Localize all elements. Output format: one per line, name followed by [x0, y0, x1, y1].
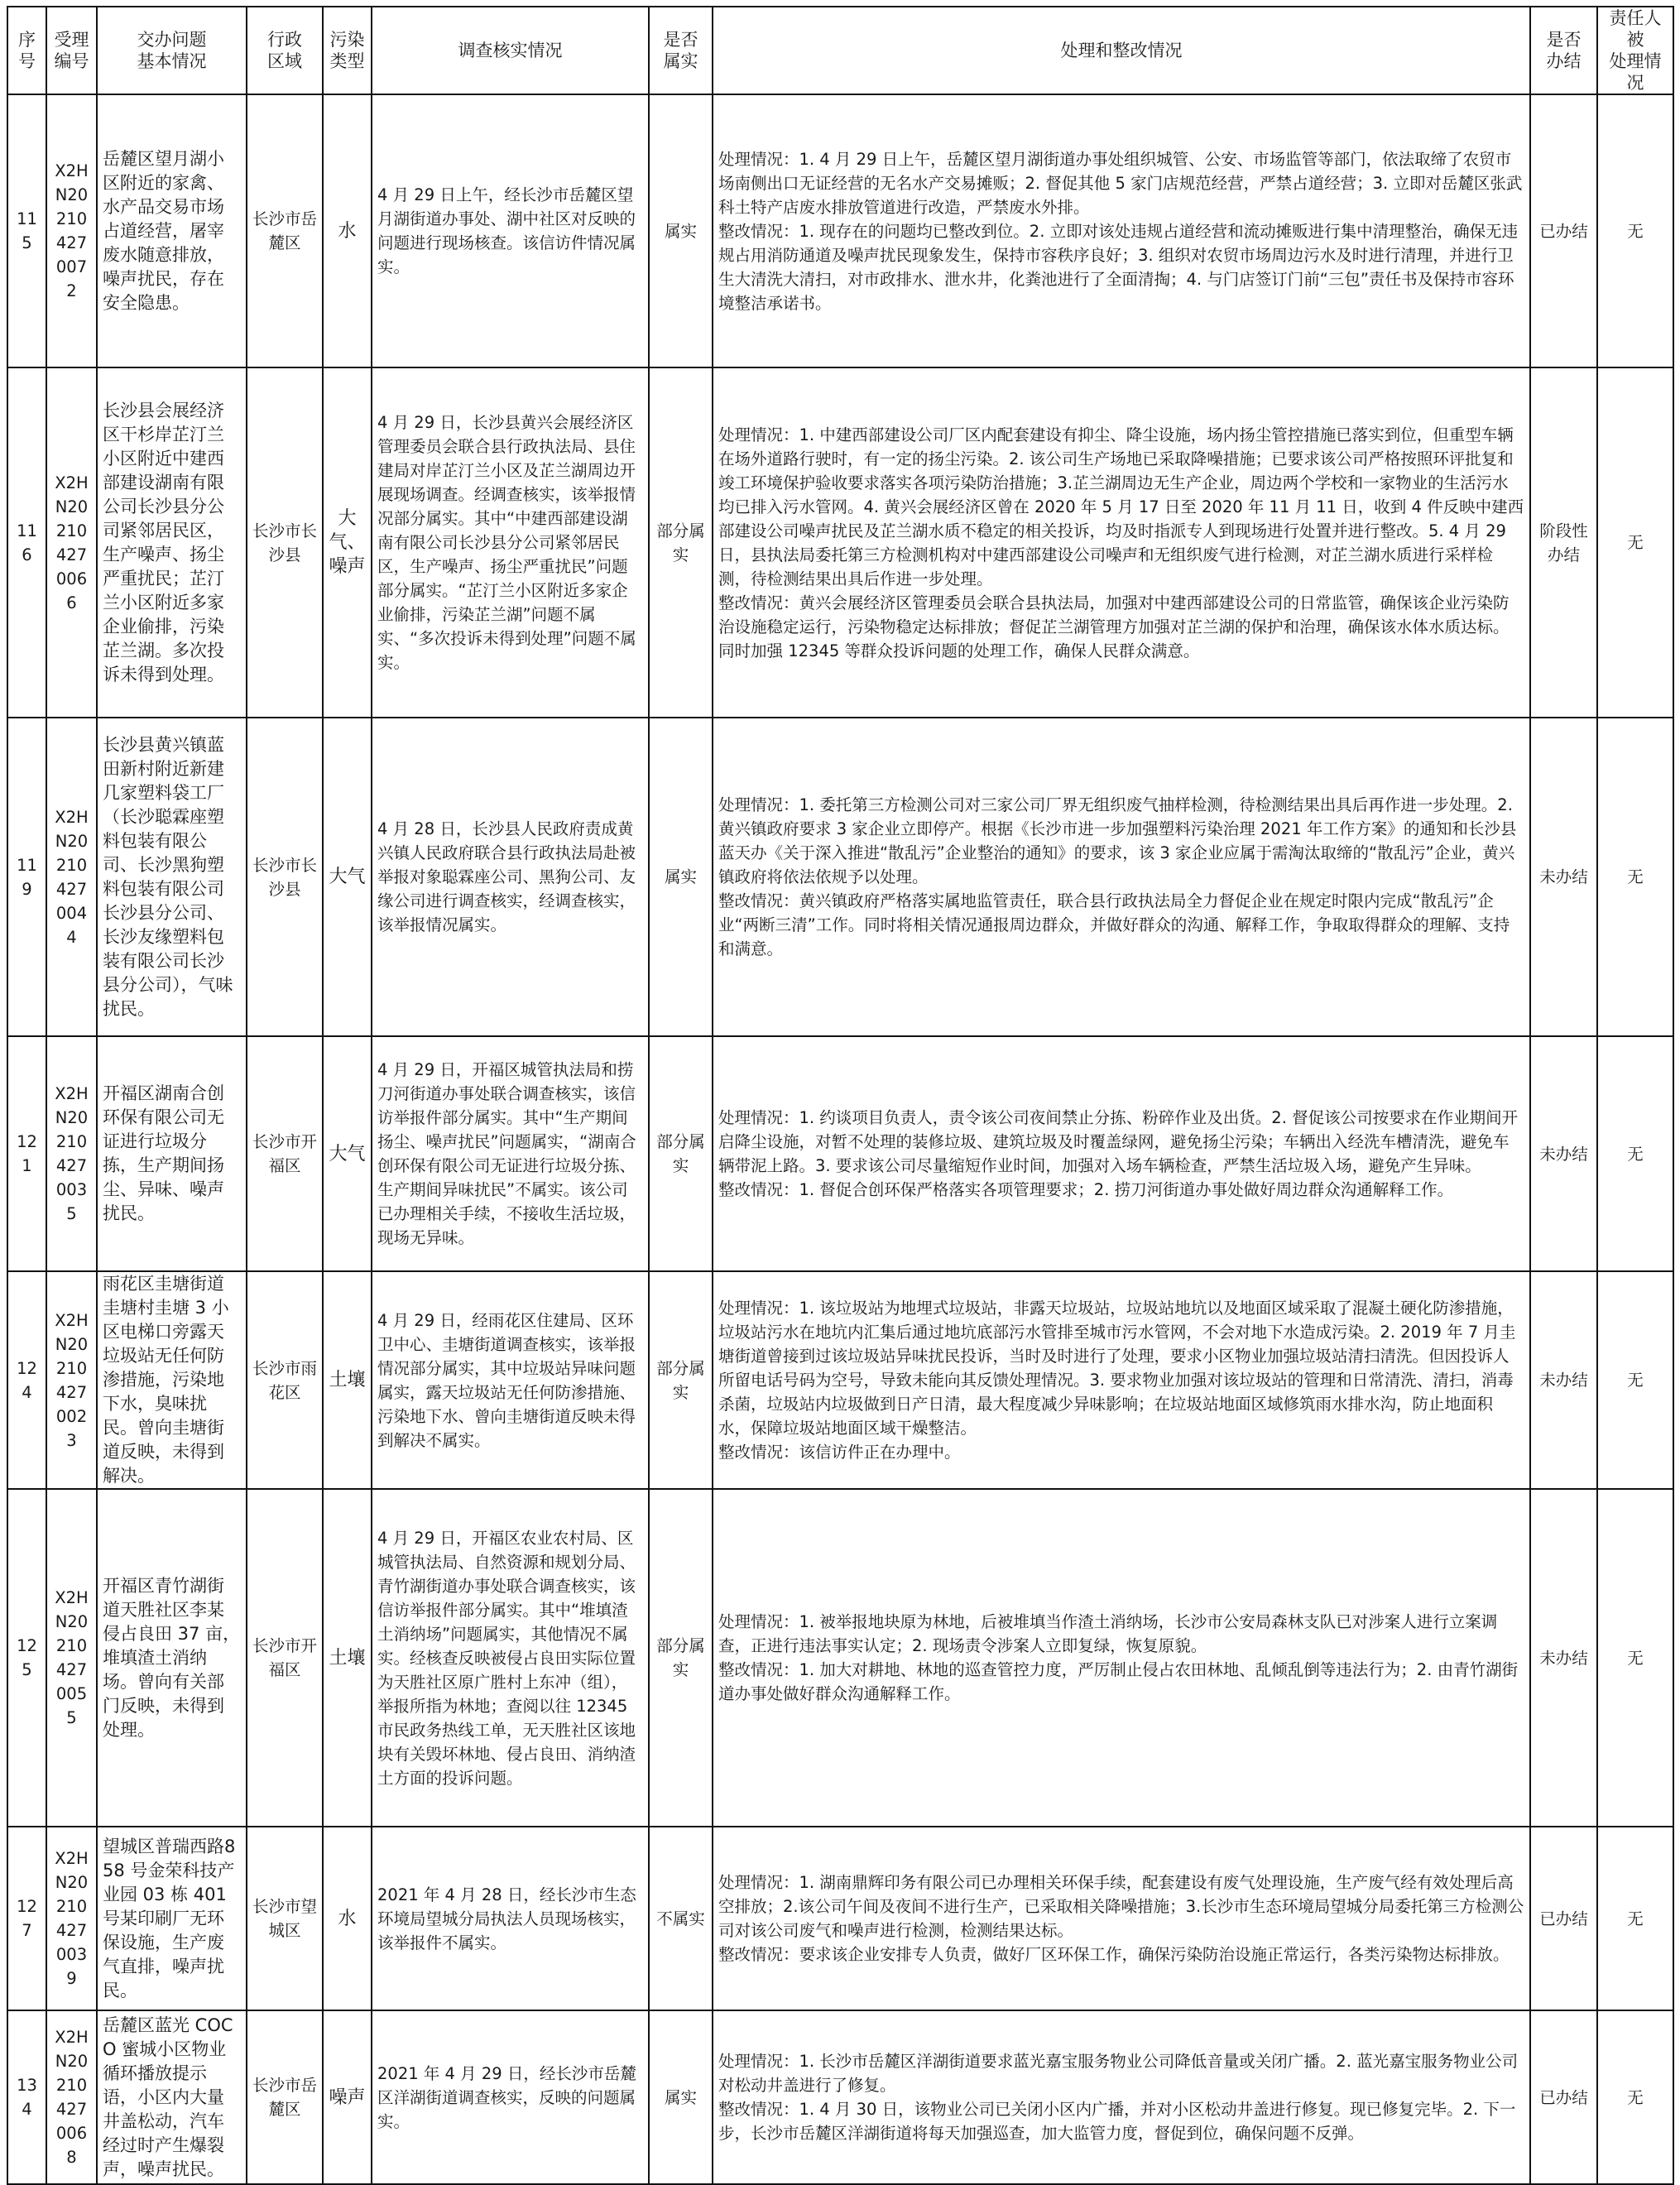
truth-cell: 部分属实 [649, 1489, 713, 1827]
investigation-cell: 4 月 28 日，长沙县人民政府责成黄兴镇人民政府联合县行政执法局赴被举报对象聪霖座公司、黑狗公司、友缘公司进行调查核实，经调查核实，该举报情况属实。 [372, 718, 649, 1036]
header-desc: 交办问题 基本情况 [97, 7, 247, 94]
truth-cell: 属实 [649, 2010, 713, 2184]
handling-cell: 处理情况：1. 被举报地块原为林地，后被堆填当作渣土消纳场，长沙市公安局森林支队已对涉案人进行立案调查，正进行违法事实认定；2. 现场责令涉案人立即复绿，恢复原貌。 整改情况：1. 加大对耕地、林地的巡查管控力度，严厉制止侵占农田林地、乱倾乱倒等违法行为；2. 由青竹湖街道办事处做好群众沟通解释工作。 [713, 1489, 1530, 1827]
pollution-cell: 水 [323, 1827, 372, 2010]
resp-cell: 无 [1597, 1489, 1673, 1827]
header-resp: 责任人被 处理情况 [1597, 7, 1673, 94]
area-cell: 长沙市岳麓区 [247, 2010, 323, 2184]
pollution-cell: 大气 [323, 718, 372, 1036]
table-row [7, 367, 1673, 718]
done-cell: 已办结 [1530, 94, 1597, 367]
table-row [7, 1827, 1673, 2010]
pollution-cell: 土壤 [323, 1489, 372, 1827]
seq-cell: 116 [7, 367, 46, 718]
area-cell: 长沙市长沙县 [247, 367, 323, 718]
resp-cell: 无 [1597, 1036, 1673, 1271]
area-cell: 长沙市开福区 [247, 1489, 323, 1827]
header-true: 是否 属实 [649, 7, 713, 94]
table-row [7, 1271, 1673, 1489]
truth-cell: 不属实 [649, 1827, 713, 2010]
desc-cell: 开福区青竹湖街道天胜社区李某侵占良田 37 亩，堆填渣土消纳场。曾向有关部门反映，未得到处理。 [97, 1489, 247, 1827]
table-row [7, 1489, 1673, 1827]
desc-cell: 雨花区圭塘街道圭塘村圭塘 3 小区电梯口旁露天垃圾站无任何防渗措施，污染地下水，臭味扰民。曾向圭塘街道反映，未得到解决。 [97, 1271, 247, 1489]
area-cell: 长沙市岳麓区 [247, 94, 323, 367]
id-cell: X2HN20210427 0068 [46, 2010, 97, 2184]
investigation-cell: 2021 年 4 月 28 日，经长沙市生态环境局望城分局执法人员现场核实，该举报件不属实。 [372, 1827, 649, 2010]
id-cell: X2HN20210427 0055 [46, 1489, 97, 1827]
seq-cell: 127 [7, 1827, 46, 2010]
pollution-cell: 水 [323, 94, 372, 367]
table-row [7, 1036, 1673, 1271]
handling-cell: 处理情况：1. 约谈项目负责人，责令该公司夜间禁止分拣、粉碎作业及出货。2. 督促该公司按要求在作业期间开启降尘设施，对暂不处理的装修垃圾、建筑垃圾及时覆盖绿网，避免扬尘污染；车辆出入经洗车槽清洗，避免车辆带泥上路。3. 要求该公司尽量缩短作业时间，加强对入场车辆检查，严禁生活垃圾入场，避免产生异味。 整改情况：1. 督促合创环保严格落实各项管理要求；2. 捞刀河街道办事处做好周边群众沟通解释工作。 [713, 1036, 1530, 1271]
desc-cell: 望城区普瑞西路858 号金荣科技产业园 03 栋 401号某印刷厂无环保设施，生产废气直排，噪声扰民。 [97, 1827, 247, 2010]
done-cell: 阶段性办结 [1530, 367, 1597, 718]
id-cell: X2HN20210427 0066 [46, 367, 97, 718]
area-cell: 长沙市望城区 [247, 1827, 323, 2010]
investigation-cell: 4 月 29 日，开福区农业农村局、区城管执法局、自然资源和规划分局、青竹湖街道办事处联合调查核实，该信访举报件部分属实。其中“堆填渣土消纳场”问题属实，其他情况不属实。经核查反映被侵占良田实际位置为天胜社区原广胜村上东冲（组），举报所指为林地；查阅以往 12345 市民政务热线工单，无天胜社区该地块有关毁坏林地、侵占良田、消纳渣土方面的投诉问题。 [372, 1489, 649, 1827]
handling-cell: 处理情况：1. 湖南鼎辉印务有限公司已办理相关环保手续，配套建设有废气处理设施，生产废气经有效处理后高空排放；2.该公司午间及夜间不进行生产，已采取相关降噪措施；3.长沙市生态环境局望城分局委托第三方检测公司对该公司废气和噪声进行检测，检测结果达标。 整改情况：要求该企业安排专人负责，做好厂区环保工作，确保污染防治设施正常运行，各类污染物达标排放。 [713, 1827, 1530, 2010]
header-inv: 调查核实情况 [372, 7, 649, 94]
resp-cell: 无 [1597, 718, 1673, 1036]
handling-cell: 处理情况：1. 该垃圾站为地埋式垃圾站，非露天垃圾站，垃圾站地坑以及地面区域采取了混凝土硬化防渗措施，垃圾站污水在地坑内汇集后通过地坑底部污水管排至城市污水管网，不会对地下水造成污染。2. 2019 年 7 月圭塘街道曾接到过该垃圾站异味扰民投诉，当时及时进行了处理，要求小区物业加强垃圾站清扫清洗。但因投诉人所留电话号码为空号，导致未能向其反馈处理情况。3. 要求物业加强对该垃圾站的管理和日常清洗、清扫，消毒杀菌，垃圾站内垃圾做到日产日清，最大程度减少异味影响；在垃圾站地面区域修筑雨水排水沟，防止地面积水，保障垃圾站地面区域干燥整洁。 整改情况：该信访件正在办理中。 [713, 1271, 1530, 1489]
seq-cell: 125 [7, 1489, 46, 1827]
resp-cell: 无 [1597, 1271, 1673, 1489]
done-cell: 已办结 [1530, 2010, 1597, 2184]
pollution-cell: 噪声 [323, 2010, 372, 2184]
area-cell: 长沙市雨花区 [247, 1271, 323, 1489]
done-cell: 未办结 [1530, 1036, 1597, 1271]
pollution-cell: 大气 [323, 1036, 372, 1271]
header-row [7, 7, 1673, 94]
header-area: 行政 区域 [247, 7, 323, 94]
investigation-cell: 4 月 29 日，开福区城管执法局和捞刀河街道办事处联合调查核实，该信访举报件部分属实。其中“生产期间扬尘、噪声扰民”问题属实，“湖南合创环保有限公司无证进行垃圾分拣、生产期间异味扰民”不属实。该公司已办理相关手续，不接收生活垃圾，现场无异味。 [372, 1036, 649, 1271]
truth-cell: 部分属实 [649, 367, 713, 718]
id-cell: X2HN20210427 0023 [46, 1271, 97, 1489]
area-cell: 长沙市长沙县 [247, 718, 323, 1036]
resp-cell: 无 [1597, 1827, 1673, 2010]
header-seq: 序 号 [7, 7, 46, 94]
header-pol: 污染 类型 [323, 7, 372, 94]
desc-cell: 岳麓区蓝光 COCO 蜜城小区物业循环播放提示语，小区内大量井盖松动，汽车经过时产生爆裂声，噪声扰民。 [97, 2010, 247, 2184]
desc-cell: 长沙县会展经济区干杉岸芷汀兰小区附近中建西部建设湖南有限公司长沙县分公司紧邻居民区，生产噪声、扬尘严重扰民；芷汀兰小区附近多家企业偷排，污染芷兰湖。多次投诉未得到处理。 [97, 367, 247, 718]
table-row [7, 718, 1673, 1036]
id-cell: X2HN20210427 0044 [46, 718, 97, 1036]
desc-cell: 岳麓区望月湖小区附近的家禽、水产品交易市场占道经营，屠宰废水随意排放，噪声扰民，存在安全隐患。 [97, 94, 247, 367]
truth-cell: 部分属实 [649, 1036, 713, 1271]
id-cell: X2HN20210427 0039 [46, 1827, 97, 2010]
desc-cell: 开福区湖南合创环保有限公司无证进行垃圾分拣，生产期间扬尘、异味、噪声扰民。 [97, 1036, 247, 1271]
complaint-table [7, 6, 1674, 2185]
table-row [7, 94, 1673, 367]
done-cell: 已办结 [1530, 1827, 1597, 2010]
pollution-cell: 土壤 [323, 1271, 372, 1489]
header-id: 受理 编号 [46, 7, 97, 94]
seq-cell: 134 [7, 2010, 46, 2184]
truth-cell: 属实 [649, 718, 713, 1036]
investigation-cell: 2021 年 4 月 29 日，经长沙市岳麓区洋湖街道调查核实，反映的问题属实。 [372, 2010, 649, 2184]
investigation-cell: 4 月 29 日，经雨花区住建局、区环卫中心、圭塘街道调查核实，该举报情况部分属实，其中垃圾站异味问题属实，露天垃圾站无任何防渗措施、污染地下水、曾向圭塘街道反映未得到解决不属实。 [372, 1271, 649, 1489]
investigation-cell: 4 月 29 日，长沙县黄兴会展经济区管理委员会联合县行政执法局、县住建局对岸芷汀兰小区及芷兰湖周边开展现场调查。经调查核实，该举报情况部分属实。其中“中建西部建设湖南有限公司长沙县分公司紧邻居民区，生产噪声、扬尘严重扰民”问题部分属实。“芷汀兰小区附近多家企业偷排，污染芷兰湖”问题不属实、“多次投诉未得到处理”问题不属实。 [372, 367, 649, 718]
investigation-cell: 4 月 29 日上午，经长沙市岳麓区望月湖街道办事处、湖中社区对反映的问题进行现场核查。该信访件情况属实。 [372, 94, 649, 367]
resp-cell: 无 [1597, 2010, 1673, 2184]
area-cell: 长沙市开福区 [247, 1036, 323, 1271]
done-cell: 未办结 [1530, 718, 1597, 1036]
seq-cell: 115 [7, 94, 46, 367]
resp-cell: 无 [1597, 94, 1673, 367]
seq-cell: 124 [7, 1271, 46, 1489]
table-row [7, 2010, 1673, 2184]
resp-cell: 无 [1597, 367, 1673, 718]
handling-cell: 处理情况：1. 4 月 29 日上午，岳麓区望月湖街道办事处组织城管、公安、市场监管等部门，依法取缔了农贸市场南侧出口无证经营的无名水产交易摊贩；2. 督促其他 5 家门店规范经营，严禁占道经营；3. 立即对岳麓区张武科土特产店废水排放管道进行改造，严禁废水外排。 整改情况：1. 现存在的问题均已整改到位。2. 立即对该处违规占道经营和流动摊贩进行集中清理整治，确保无违规占用消防通道及噪声扰民现象发生，保持市容秩序良好；3. 组织对农贸市场周边污水及时进行清理，并进行卫生大清洗大清扫，对市政排水、泄水井，化粪池进行了全面清掏；4. 与门店签订门前“三包”责任书及保持市容环境整洁承诺书。 [713, 94, 1530, 367]
truth-cell: 属实 [649, 94, 713, 367]
done-cell: 未办结 [1530, 1489, 1597, 1827]
id-cell: X2HN20210427 0072 [46, 94, 97, 367]
seq-cell: 119 [7, 718, 46, 1036]
done-cell: 未办结 [1530, 1271, 1597, 1489]
desc-cell: 长沙县黄兴镇蓝田新村附近新建几家塑料袋工厂（长沙聪霖座塑料包装有限公司、长沙黑狗塑料包装有限公司长沙县分公司、长沙友缘塑料包装有限公司长沙县分公司），气味扰民。 [97, 718, 247, 1036]
header-handle: 处理和整改情况 [713, 7, 1530, 94]
handling-cell: 处理情况：1. 委托第三方检测公司对三家公司厂界无组织废气抽样检测，待检测结果出具后再作进一步处理。2. 黄兴镇政府要求 3 家企业立即停产。根据《长沙市进一步加强塑料污染治理 2021 年工作方案》的通知和长沙县蓝天办《关于深入推进“散乱污”企业整治的通知》的要求，该 3 家企业应属于需淘汰取缔的“散乱污”企业，黄兴镇政府将依法依规予以处理。 整改情况：黄兴镇政府严格落实属地监管责任，联合县行政执法局全力督促企业在规定时限内完成“散乱污”企业“两断三清”工作。同时将相关情况通报周边群众，并做好群众的沟通、解释工作，争取取得群众的理解、支持和满意。 [713, 718, 1530, 1036]
id-cell: X2HN20210427 0035 [46, 1036, 97, 1271]
header-done: 是否 办结 [1530, 7, 1597, 94]
pollution-cell: 大气、噪声 [323, 367, 372, 718]
handling-cell: 处理情况：1. 中建西部建设公司厂区内配套建设有抑尘、降尘设施，场内扬尘管控措施已落实到位，但重型车辆在场外道路行驶时，有一定的扬尘污染。2. 该公司生产场地已采取降噪措施；已要求该公司严格按照环评批复和竣工环境保护验收要求落实各项污染防治措施；3.芷兰湖周边无生产企业，周边两个学校和一家物业的生活污水均已排入污水管网。4. 黄兴会展经济区曾在 2020 年 5 月 17 日至 2020 年 11 月 11 日，收到 4 件反映中建西部建设公司噪声扰民及芷兰湖水质不稳定的相关投诉，均及时指派专人到现场进行处置并进行整改。5. 4 月 29 日，县执法局委托第三方检测机构对中建西部建设公司噪声和无组织废气进行检测，对芷兰湖水质进行采样检测，待检测结果出具后作进一步处理。 整改情况：黄兴会展经济区管理委员会联合县执法局，加强对中建西部建设公司的日常监管，确保该企业污染防治设施稳定运行，污染物稳定达标排放；督促芷兰湖管理方加强对芷兰湖的保护和治理，确保该水体水质达标。同时加强 12345 等群众投诉问题的处理工作，确保人民群众满意。 [713, 367, 1530, 718]
handling-cell: 处理情况：1. 长沙市岳麓区洋湖街道要求蓝光嘉宝服务物业公司降低音量或关闭广播。2. 蓝光嘉宝服务物业公司对松动井盖进行了修复。 整改情况：1. 4 月 30 日，该物业公司已关闭小区内广播，并对小区松动井盖进行修复。现已修复完毕。2. 下一步，长沙市岳麓区洋湖街道将每天加强巡查，加大监管力度，督促到位，确保问题不反弹。 [713, 2010, 1530, 2184]
truth-cell: 部分属实 [649, 1271, 713, 1489]
seq-cell: 121 [7, 1036, 46, 1271]
